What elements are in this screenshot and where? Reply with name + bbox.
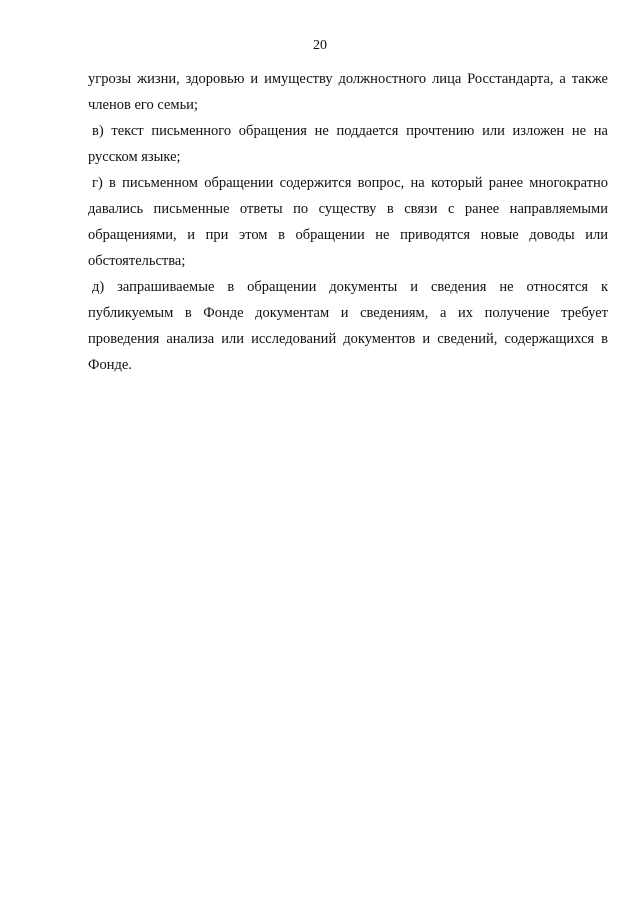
document-body xyxy=(88,66,608,378)
paragraph-item-v: в) текст письменного обращения не поддается прочтению или изложен не на русском языке; xyxy=(88,123,608,165)
paragraph-item-d: д) запрашиваемые в обращении документы и сведения не относятся к публикуемым в Фонде документам и сведениям, а их получение требует проведения анализа или исследований документов и сведений, содержащихся в Фонде. xyxy=(88,279,608,373)
paragraph-item-g: г) в письменном обращении содержится вопрос, на который ранее многократно давались письменные ответы по существу в связи с ранее направляемыми обращениями, и при этом в обращении не приводятся новые доводы или обстоятельства; xyxy=(88,175,608,269)
page-number: 20 xyxy=(313,38,327,53)
paragraph-continuation: угрозы жизни, здоровью и имуществу должностного лица Росстандарта, а также членов его семьи; xyxy=(88,71,608,113)
